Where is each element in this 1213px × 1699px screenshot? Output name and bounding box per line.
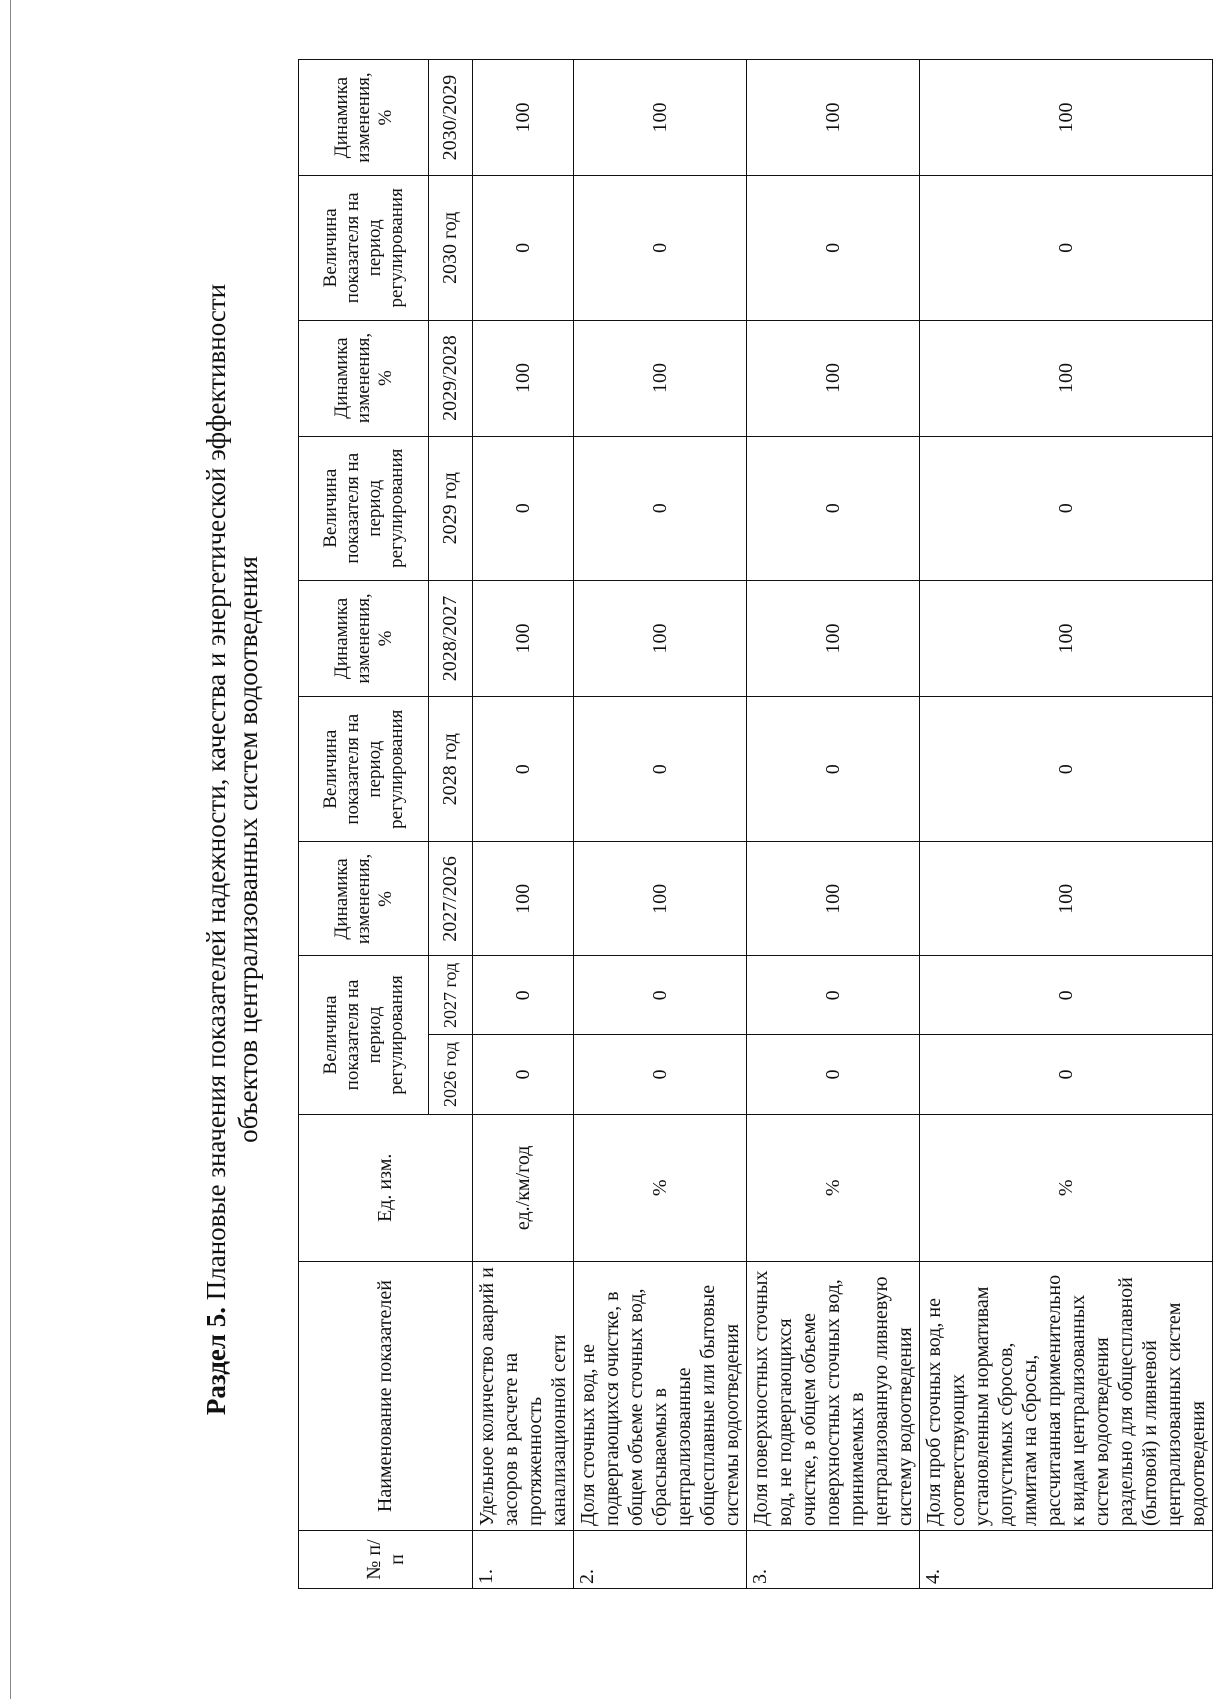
subheader-2029: 2029 год	[429, 436, 473, 580]
cell-value: 0	[574, 956, 747, 1035]
subheader-2028-2027: 2028/2027	[429, 580, 473, 696]
cell-value: 0	[747, 436, 920, 580]
cell-dynamics: 100	[473, 60, 574, 176]
cell-dynamics: 100	[473, 320, 574, 436]
row-unit: ед./км/год	[473, 1114, 574, 1262]
header-value-2026-2027: Величина показателя на период регулирования	[299, 956, 429, 1114]
subheader-2026: 2026 год	[429, 1035, 473, 1114]
table-row	[747, 60, 920, 1589]
cell-dynamics: 100	[747, 842, 920, 956]
subheader-2027-2026: 2027/2026	[429, 842, 473, 956]
cell-dynamics: 100	[473, 842, 574, 956]
cell-dynamics: 100	[920, 580, 1213, 696]
cell-value: 0	[473, 696, 574, 842]
cell-dynamics: 100	[574, 320, 747, 436]
row-name: Доля проб сточных вод, не соответствующих установленным нормативам допустимых сбросов, лимитам на сбросы, рассчитанная применительно к видам централизованных систем водоотведения раздельно для общесплавной (бытовой) и ливневой централизованных систем водоотведения	[920, 1262, 1213, 1531]
cell-value: 0	[747, 956, 920, 1035]
cell-dynamics: 100	[747, 580, 920, 696]
indicators-table	[298, 59, 1213, 1589]
cell-dynamics: 100	[473, 580, 574, 696]
header-dynamics-4: Динамика изменения, %	[299, 60, 429, 176]
subheader-2030: 2030 год	[429, 176, 473, 320]
row-name: Доля сточных вод, не подвергающихся очистке, в общем объеме сточных вод, сбрасываемых в централизованные общесплавные или бытовые системы водоотведения	[574, 1262, 747, 1531]
header-name: Наименование показателей	[299, 1262, 473, 1531]
table-row	[574, 60, 747, 1589]
cell-dynamics: 100	[747, 320, 920, 436]
row-unit: %	[747, 1114, 920, 1262]
row-name: Удельное количество аварий и засоров в расчете на протяженность канализационной сети	[473, 1262, 574, 1531]
cell-value: 0	[574, 1035, 747, 1114]
cell-value: 0	[920, 436, 1213, 580]
cell-value: 0	[574, 436, 747, 580]
cell-dynamics: 100	[574, 580, 747, 696]
row-number: 2.	[574, 1531, 747, 1589]
section-title-text: Плановые значения показателей надежности, качества и энергетической эффективности	[201, 283, 231, 1301]
header-dynamics-2: Динамика изменения, %	[299, 580, 429, 696]
cell-value: 0	[574, 176, 747, 320]
cell-dynamics: 100	[574, 842, 747, 956]
section-title	[200, 0, 264, 1699]
row-unit: %	[920, 1114, 1213, 1262]
cell-value: 0	[473, 1035, 574, 1114]
cell-value: 0	[920, 956, 1213, 1035]
cell-value: 0	[747, 696, 920, 842]
row-unit: %	[574, 1114, 747, 1262]
cell-value: 0	[473, 956, 574, 1035]
header-row	[299, 60, 429, 1589]
header-num: № п/п	[299, 1531, 473, 1589]
subheader-2028: 2028 год	[429, 696, 473, 842]
header-value-2028: Величина показателя на период регулирования	[299, 696, 429, 842]
section-number: Раздел 5.	[201, 1306, 231, 1416]
subheader-2027: 2027 год	[429, 956, 473, 1035]
row-number: 4.	[920, 1531, 1213, 1589]
cell-dynamics: 100	[920, 60, 1213, 176]
subheader-2029-2028: 2029/2028	[429, 320, 473, 436]
cell-value: 0	[574, 696, 747, 842]
cell-value: 0	[920, 1035, 1213, 1114]
cell-value: 0	[747, 176, 920, 320]
header-dynamics-1: Динамика изменения, %	[299, 842, 429, 956]
header-value-2030: Величина показателя на период регулирования	[299, 176, 429, 320]
header-dynamics-3: Динамика изменения, %	[299, 320, 429, 436]
cell-dynamics: 100	[574, 60, 747, 176]
row-number: 3.	[747, 1531, 920, 1589]
cell-value: 0	[747, 1035, 920, 1114]
cell-value: 0	[473, 436, 574, 580]
row-number: 1.	[473, 1531, 574, 1589]
cell-value: 0	[920, 696, 1213, 842]
row-name: Доля поверхностных сточных вод, не подвергающихся очистке, в общем объеме поверхностных сточных вод, принимаемых в централизованную ливневую систему водоотведения	[747, 1262, 920, 1531]
cell-dynamics: 100	[920, 842, 1213, 956]
header-value-2029: Величина показателя на период регулирования	[299, 436, 429, 580]
cell-value: 0	[473, 176, 574, 320]
section-title-line2: объектов централизованных систем водоотведения	[233, 556, 263, 1143]
cell-dynamics: 100	[747, 60, 920, 176]
cell-dynamics: 100	[920, 320, 1213, 436]
header-unit: Ед. изм.	[299, 1114, 473, 1262]
subheader-2030-2029: 2030/2029	[429, 60, 473, 176]
cell-value: 0	[920, 176, 1213, 320]
table-row	[473, 60, 574, 1589]
table-row	[920, 60, 1213, 1589]
